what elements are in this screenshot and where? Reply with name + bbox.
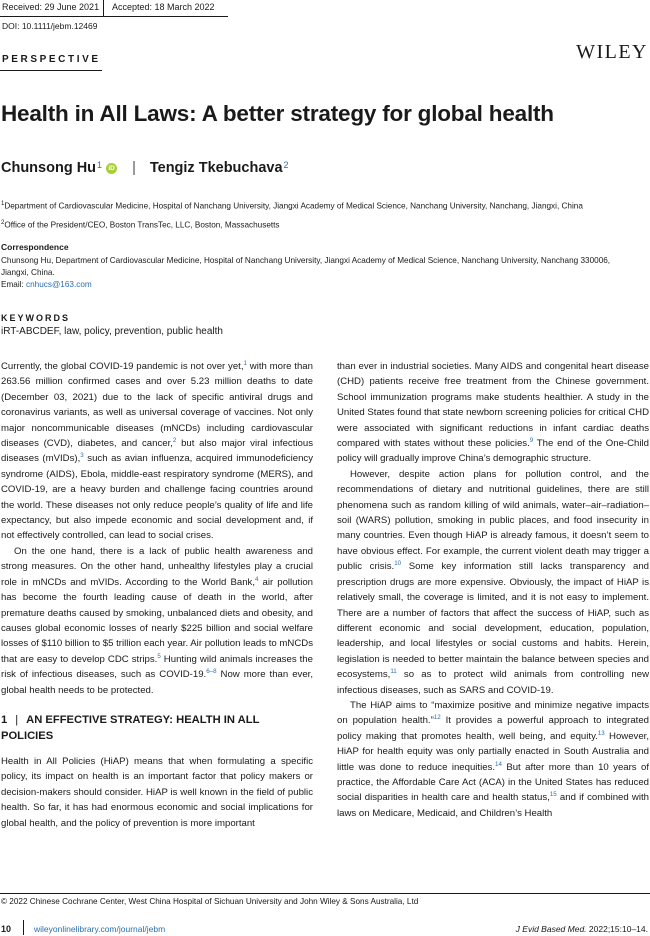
- header-divider: [103, 0, 104, 16]
- received-accepted-bar: [0, 0, 650, 17]
- journal-url-link[interactable]: wileyonlinelibrary.com/journal/jebm: [34, 924, 166, 934]
- accepted-date: Accepted: 18 March 2022: [112, 2, 215, 12]
- body-column-left: [1, 359, 313, 831]
- paragraph: Currently, the global COVID-19 pandemic is not over yet,$^1$ with more than 263.56 million confirmed cases and over 5.23 million deaths to date (December 03, 2021) due to the lack of specific antiviral drugs and coronavirus variants, as well as universal coverage of vaccines. Not only major noncommunicable diseases (mNCDs) including cardiovascular diseases (CVD), diabetes, and cancer,$^2$ but also major viral infectious diseases (mVIDs),$^3$ such as avian influenza, acquired immunodeficiency syndrome (AIDS), Ebola, middle-east respiratory syndrome (MERS), and COVID-19, are a heavy burden and challenge facing countries around the world. These diseases not only reduce people’s quality of life and life expectancy, but also impede economic and social development and, if not effectively controlled, can lead to social crises.: [1, 360, 313, 542]
- doi[interactable]: DOI: 10.1111/jebm.12469: [2, 21, 98, 31]
- affiliation-number: 2: [1, 219, 5, 226]
- section-number: 1: [1, 713, 8, 726]
- journal-name: J Evid Based Med.: [515, 924, 587, 934]
- article-title: Health in All Laws: A better strategy for global health: [1, 101, 554, 126]
- citation-link[interactable]: 2: [172, 437, 177, 445]
- citation-link[interactable]: 12: [433, 714, 441, 722]
- author-affil-ref[interactable]: 1: [97, 160, 103, 170]
- citation-link[interactable]: 4: [255, 575, 259, 583]
- footer-bar: [0, 919, 650, 936]
- orcid-icon[interactable]: iD: [106, 163, 117, 174]
- citation-link[interactable]: 13: [597, 729, 605, 737]
- section-heading: [1, 712, 313, 744]
- paragraph: than ever in industrial societies. Many AIDS and congenital heart disease (CHD) patients receive free treatment from the Chinese government. School immunization programs make students healthier. A study in the United States found that state newborn screening policies for critical CHD were associated with significant reductions in infant cardiac deaths compared with states without these policies.$^9$ The end of the One-Child policy will gradually improve China’s demographic structure.: [337, 361, 649, 465]
- affiliation: [1, 215, 583, 234]
- citation-link[interactable]: 5: [157, 652, 161, 660]
- keywords-list: iRT-ABCDEF, law, policy, prevention, public health: [1, 326, 223, 337]
- author-list: [1, 160, 289, 176]
- correspondence-email-line: [1, 280, 92, 289]
- author-name[interactable]: Tengiz Tkebuchava: [149, 160, 283, 176]
- body-column-right: [337, 359, 649, 821]
- journal-volume: 2022;15:10–14.: [586, 924, 648, 934]
- author-name[interactable]: Chunsong Hu: [1, 160, 97, 176]
- paragraph: However, despite action plans for pollution control, and the recommendations of dietary and nutritional guidelines, there are still phenomena such as random killing of wild animals, water–air–radiation–soil (WARS) pollution, smoking in public places, and food insecurity in many countries. Even though HiAP is already famous, it doesn’t seem to have obvious effect. For example, the current violent death may trigger a public crisis.$^{10}$ Some key information still lacks transparency and prescription drugs are more expensive. Obviously, the impact of HiAP is relatively small, the coverage is limited, and it is not easy to implement. There are a number of factors that affect the success of HiAP, such as different economic and social development, education, population, leadership, and local lifestyles or social customs and habits. Herein, legislation is needed to better maintain the balance between species and ecosystems,$^{11}$ so as to protect wild animals from controlling new infectious diseases, such as SARS and COVID-19.: [337, 468, 649, 696]
- copyright-notice: © 2022 Chinese Cochrane Center, West China Hospital of Sichuan University and John Wiley & Sons Australia, Ltd: [1, 897, 419, 906]
- received-date: Received: 29 June 2021: [2, 2, 100, 12]
- affiliations: [1, 196, 583, 233]
- header-rule: [0, 16, 228, 17]
- page-number: 10: [1, 924, 12, 934]
- affiliation: [1, 196, 583, 215]
- citation-link[interactable]: 1: [243, 360, 247, 367]
- citation-link[interactable]: 11: [390, 668, 397, 676]
- section-title: AN EFFECTIVE STRATEGY: HEALTH IN ALL POLICIES: [1, 713, 260, 742]
- publisher-logo[interactable]: WILEY: [576, 41, 648, 63]
- footer-rule: [0, 893, 650, 894]
- citation-link[interactable]: 14: [495, 760, 502, 768]
- footer-divider: [23, 920, 24, 935]
- author-separator: |: [132, 160, 136, 176]
- correspondence-heading: Correspondence: [1, 242, 69, 252]
- citation-link[interactable]: 9: [529, 437, 534, 445]
- affiliation-text: Office of the President/CEO, Boston TransTec, LLC, Boston, Massachusetts: [4, 220, 280, 230]
- article-type-label: PERSPECTIVE: [2, 54, 101, 65]
- author-affil-ref[interactable]: 2: [283, 160, 289, 170]
- section-divider: |: [15, 713, 19, 726]
- citation-link[interactable]: 3: [80, 452, 84, 460]
- paragraph: On the one hand, there is a lack of public health awareness and strong measures. On the other hand, unhealthy lifestyles play a crucial role in mNCDs and mVIDs. According to the World Bank,$^4$ air pollution has become the fourth leading cause of death in the world, after premature deaths caused by smoking, unbalanced diets and obesity, and causes global economic losses of nearly $225 billion and social welfare losses of $110 billion to $5 trillion each year. Air pollution leads to mNCDs that are easy to develop CDC strips.$^5$ Hunting wild animals increases the risk of infectious diseases, such as COVID-19.$^{6-8}$ Now more than ever, global health needs to be protected.: [1, 545, 313, 696]
- affiliation-number: 1: [1, 201, 5, 207]
- journal-citation: [516, 924, 648, 934]
- citation-link[interactable]: 15: [549, 791, 557, 799]
- citation-link[interactable]: 10: [394, 560, 402, 568]
- affiliation-text: Department of Cardiovascular Medicine, Hospital of Nanchang University, Jiangxi Academy of Medical Science, Nanchang University, Nanchang, Jiangxi, China: [4, 201, 583, 211]
- keywords-heading: KEYWORDS: [1, 313, 71, 323]
- correspondence-address: Chunsong Hu, Department of Cardiovascular Medicine, Hospital of Nanchang University, Jiangxi Academy of Medical Science, Nanchang University, Nanchang 330006, Jiangxi, China.: [1, 256, 611, 277]
- email-link[interactable]: cnhucs@163.com: [26, 280, 92, 289]
- email-label: Email:: [1, 280, 27, 289]
- paragraph: Health in All Policies (HiAP) means that when formulating a specific policy, its impact on health is an important factor that policy makers or decision-makers should consider. HiAP is well known in the field of public health. So far, it has had enormous economic and social implications for global health, and the policy of prevention is more important: [1, 755, 313, 829]
- paragraph: The HiAP aims to “maximize positive and minimize negative impacts on population health.”$^{12}$ It provides a powerful approach to integrated policy making that promotes health, well being, and equity.$^{13}$ However, HiAP for health equity was only partially enacted in South Australia and little was done to reduce inequities.$^{14}$ But after more than 10 years of practice, the Affordable Care Act (ACA) in the United States has reduced social disparities in health care and health status,$^{15}$ and if combined with laws on Medicare, Medicaid, and Children’s Health: [337, 699, 650, 819]
- article-type-rule: [0, 70, 102, 71]
- citation-link[interactable]: 6–8: [206, 668, 217, 676]
